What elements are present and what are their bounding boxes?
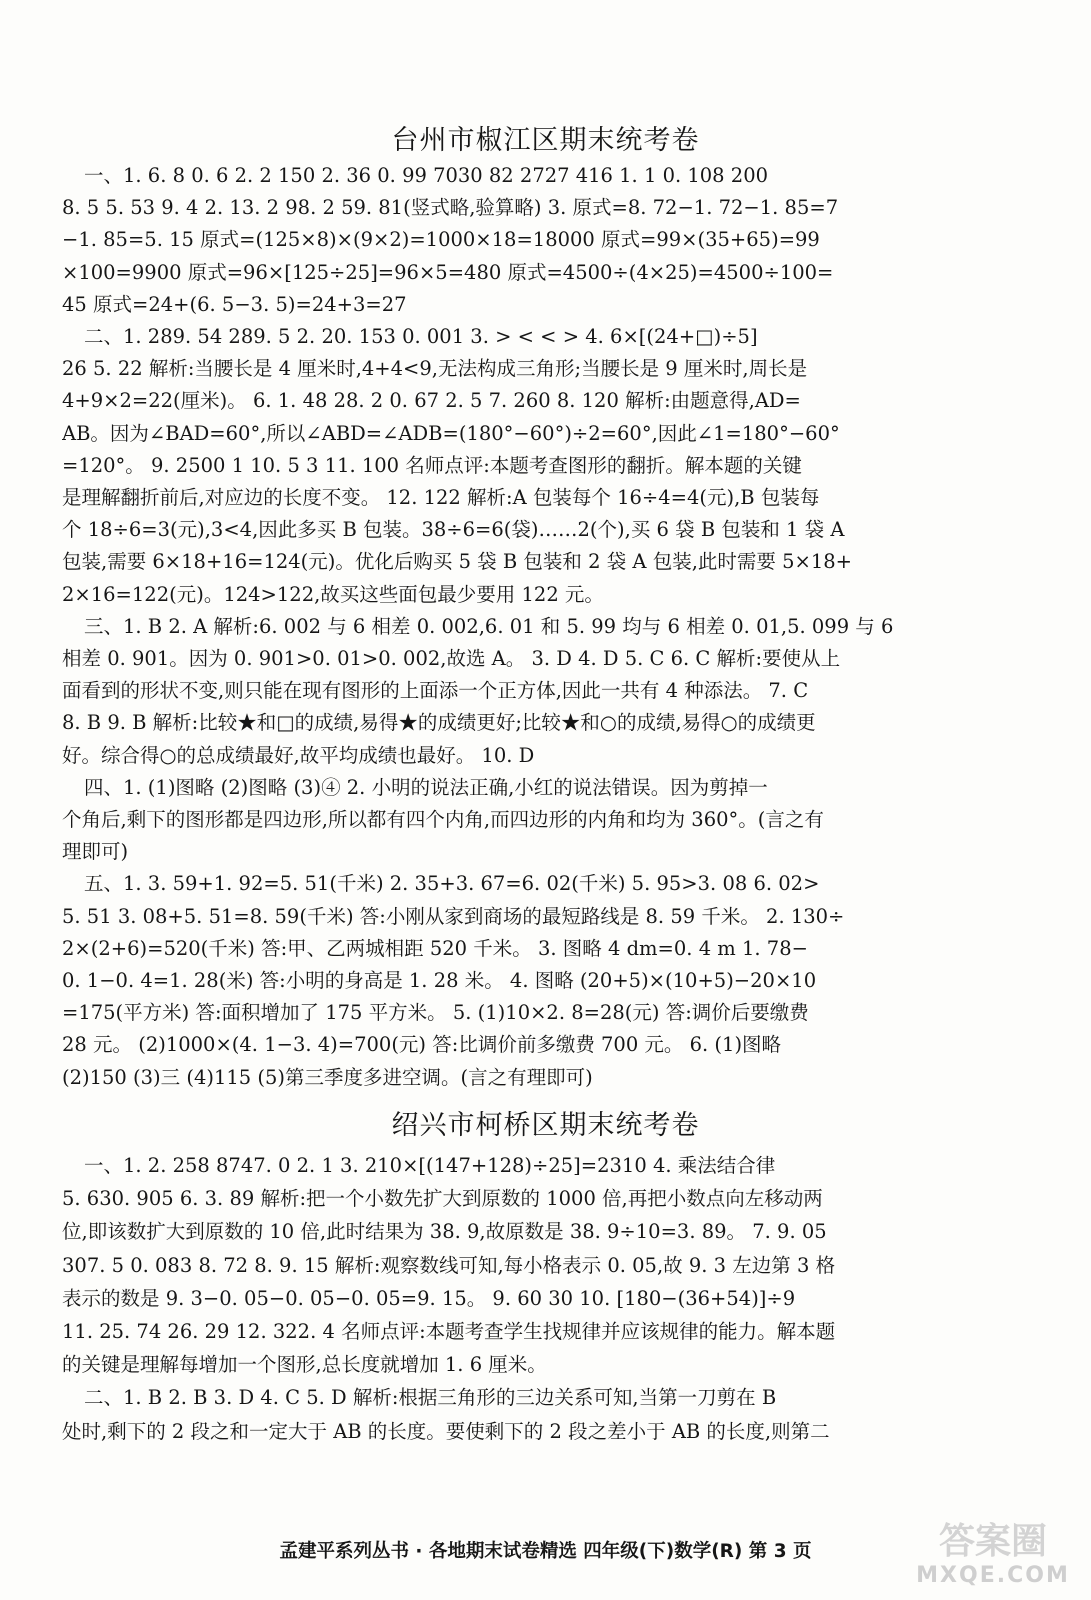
watermark-logo [913, 1520, 1073, 1592]
answer-line: 相差 0. 901。因为 0. 901>0. 01>0. 002,故选 A。 3. D 4. D 5. C 6. C 解析:要使从上 [62, 647, 841, 670]
answer-line: −1. 85=5. 15 原式=(125×8)×(9×2)=1000×18=18000 原式=99×(35+65)=99 [62, 228, 820, 252]
answer-line: 一、1. 6. 8 0. 6 2. 2 150 2. 36 0. 99 7030 82 2727 416 1. 1 0. 108 200 [84, 164, 769, 187]
answer-line: 8. B 9. B 解析:比较★和□的成绩,易得★的成绩更好;比较★和○的成绩,易得○的成绩更 [62, 711, 816, 735]
answer-line: 5. 51 3. 08+5. 51=8. 59(千米) 答:小刚从家到商场的最短路线是 8. 59 千米。 2. 130÷ [62, 904, 845, 928]
answer-line: 4+9×2=22(厘米)。 6. 1. 48 28. 2 0. 67 2. 5 7. 260 8. 120 解析:由题意得,AD= [62, 389, 801, 413]
answer-line: 26 5. 22 解析:当腰长是 4 厘米时,4+4<9,无法构成三角形;当腰长是 9 厘米时,周长是 [62, 357, 808, 381]
watermark-text: MXQE.COM [916, 1563, 1070, 1588]
section-title-taizhou: 台州市椒江区期末统考卷 [391, 125, 700, 156]
answer-line: AB。因为∠BAD=60°,所以∠ABD=∠ADB=(180°−60°)÷2=60°,因此∠1=180°−60° [62, 421, 840, 445]
answer-line: 0. 1−0. 4=1. 28(米) 答:小明的身高是 1. 28 米。 4. 图略 (20+5)×(10+5)−20×10 [62, 969, 817, 992]
answer-line: 五、1. 3. 59+1. 92=5. 51(千米) 2. 35+3. 67=6. 02(千米) 5. 95>3. 08 6. 02> [84, 872, 820, 896]
answer-line: 307. 5 0. 083 8. 72 8. 9. 15 解析:观察数线可知,每小格表示 0. 05,故 9. 3 左边第 3 格 [62, 1253, 836, 1277]
answer-line: 位,即该数扩大到原数的 10 倍,此时结果为 38. 9,故原数是 38. 9÷10=3. 89。 7. 9. 05 [62, 1220, 827, 1244]
answer-line: =120°。 9. 2500 1 10. 5 3 11. 100 名师点评:本题考查图形的翻折。解本题的关键 [62, 453, 802, 477]
answer-line: 45 原式=24+(6. 5−3. 5)=24+3=27 [62, 292, 407, 316]
answer-line: 二、1. 289. 54 289. 5 2. 20. 153 0. 001 3. > < < > 4. 6×[(24+□)÷5] [84, 325, 758, 348]
answer-line: 一、1. 2. 258 8747. 0 2. 1 3. 210×[(147+128)÷25]=2310 4. 乘法结合律 [84, 1154, 776, 1177]
answer-line: 2×(2+6)=520(千米) 答:甲、乙两城相距 520 千米。 3. 图略 4 dm=0. 4 m 1. 78− [62, 936, 808, 960]
answer-line: 理即可) [62, 840, 129, 864]
answer-line: 四、1. (1)图略 (2)图略 (3)④ 2. 小明的说法正确,小红的说法错误。因为剪掉一 [84, 775, 768, 799]
answer-line: 2×16=122(元)。124>122,故买这些面包最少要用 122 元。 [62, 582, 604, 606]
page-footer: 孟建平系列丛书 · 各地期末试卷精选 四年级(下)数学(R) 第 3 页 [279, 1541, 812, 1562]
answer-line: ×100=9900 原式=96×[125÷25]=96×5=480 原式=4500÷(4×25)=4500÷100= [62, 260, 834, 284]
answer-line: 面看到的形状不变,则只能在现有图形的上面添一个正方体,因此一共有 4 种添法。 7. C [62, 679, 809, 703]
answer-line: =175(平方米) 答:面积增加了 175 平方米。 5. (1)10×2. 8=28(元) 答:调价后要缴费 [62, 1001, 809, 1025]
answer-line: 表示的数是 9. 3−0. 05−0. 05−0. 05=9. 15。 9. 60 30 10. [180−(36+54)]÷9 [62, 1286, 796, 1310]
answer-line: 二、1. B 2. B 3. D 4. C 5. D 解析:根据三角形的三边关系可知,当第一刀剪在 B [84, 1386, 777, 1410]
answer-line: 5. 630. 905 6. 3. 89 解析:把一个小数先扩大到原数的 1000 倍,再把小数点向左移动两 [62, 1187, 823, 1211]
answer-line: 是理解翻折前后,对应边的长度不变。 12. 122 解析:A 包装每个 16÷4=4(元),B 包装每 [62, 486, 820, 509]
answer-line: 的关键是理解每增加一个图形,总长度就增加 1. 6 厘米。 [62, 1353, 547, 1377]
answer-line: 三、1. B 2. A 解析:6. 002 与 6 相差 0. 002,6. 01 和 5. 99 均与 6 相差 0. 01,5. 099 与 6 [84, 614, 894, 638]
section-title-shaoxing: 绍兴市柯桥区期末统考卷 [391, 1110, 700, 1141]
watermark-mark: 答案圈 [938, 1521, 1047, 1562]
answer-line: 处时,剩下的 2 段之和一定大于 AB 的长度。要使剩下的 2 段之差小于 AB 的长度,则第二 [62, 1419, 830, 1443]
answer-line: (2)150 (3)三 (4)115 (5)第三季度多进空调。(言之有理即可) [62, 1065, 593, 1089]
answer-line: 8. 5 5. 53 9. 4 2. 13. 2 98. 2 59. 81(竖式略,验算略) 3. 原式=8. 72−1. 72−1. 85=7 [62, 196, 839, 220]
answer-line: 28 元。 (2)1000×(4. 1−3. 4)=700(元) 答:比调价前多缴费 700 元。 6. (1)图略 [62, 1033, 782, 1057]
answer-line: 包装,需要 6×18+16=124(元)。优化后购买 5 袋 B 包装和 2 袋 A 包装,此时需要 5×18+ [62, 550, 852, 574]
answer-line: 个 18÷6=3(元),3<4,因此多买 B 包装。38÷6=6(袋)……2(个),买 6 袋 B 包装和 1 袋 A [62, 518, 845, 542]
answer-line: 11. 25. 74 26. 29 12. 322. 4 名师点评:本题考查学生找规律并应该规律的能力。解本题 [62, 1320, 836, 1343]
answer-line: 个角后,剩下的图形都是四边形,所以都有四个内角,而四边形的内角和均为 360°。(言之有 [62, 808, 824, 831]
answer-line: 好。综合得○的总成绩最好,故平均成绩也最好。 10. D [62, 743, 535, 767]
